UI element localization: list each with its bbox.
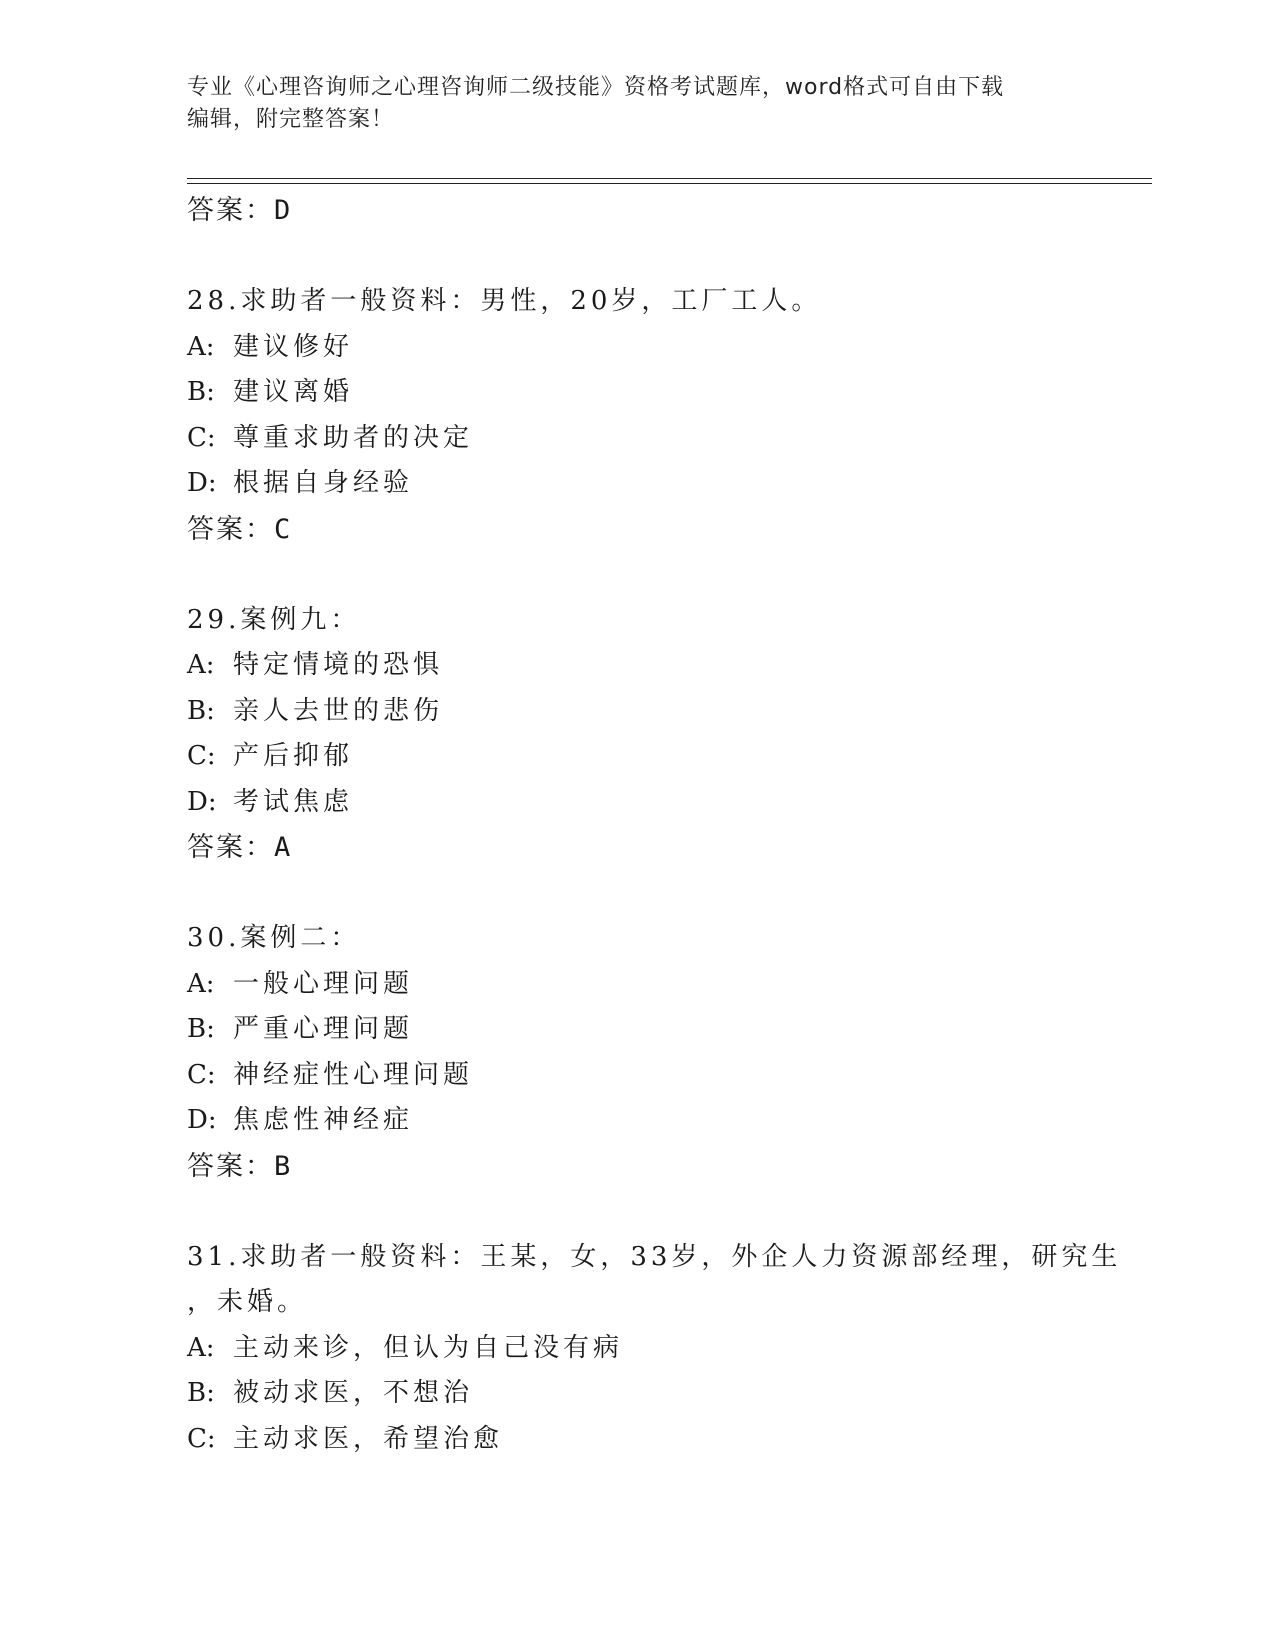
option-letter: C:	[187, 422, 216, 453]
answer-label: 答案：	[187, 832, 274, 863]
option-28-b	[187, 370, 1147, 416]
option-text: 亲人去世的悲伤	[233, 695, 444, 726]
option-letter: D:	[187, 1105, 217, 1135]
header-line-1: 专业《心理咨询师之心理咨询师二级技能》资格考试题库，word格式可自由下载	[187, 75, 1005, 100]
option-30-d	[187, 1098, 1147, 1144]
answer-label: 答案：	[187, 195, 274, 226]
header-divider-top	[187, 178, 1152, 179]
option-text: 尊重求助者的决定	[233, 422, 474, 453]
option-letter: C:	[187, 1423, 216, 1454]
option-text: 产后抑郁	[233, 741, 354, 771]
option-text: 神经症性心理问题	[233, 1059, 474, 1090]
option-letter: A:	[187, 331, 215, 362]
option-text: 一般心理问题	[233, 968, 414, 999]
option-letter: C:	[187, 741, 216, 771]
option-letter: C:	[187, 1059, 216, 1090]
option-29-b	[187, 689, 1147, 735]
option-text: 主动来诊，但认为自己没有病	[233, 1332, 624, 1363]
option-31-b	[187, 1371, 1147, 1417]
question-28: 28.求助者一般资料：男性，20岁，工厂工人。	[187, 286, 822, 316]
spacer	[187, 552, 1147, 598]
option-letter: B:	[187, 695, 215, 726]
option-letter: A:	[187, 1332, 215, 1363]
option-text: 焦虑性神经症	[233, 1105, 414, 1135]
option-text: 主动求医，希望治愈	[233, 1423, 504, 1454]
spacer	[187, 234, 1147, 280]
option-text: 严重心理问题	[233, 1014, 414, 1044]
option-letter: B:	[187, 1014, 215, 1044]
option-text: 根据自身经验	[233, 468, 414, 498]
question-29: 29.案例九：	[187, 604, 361, 635]
spacer	[187, 871, 1147, 917]
option-30-b	[187, 1007, 1147, 1053]
spacer	[187, 1189, 1147, 1235]
option-31-c	[187, 1417, 1147, 1463]
option-30-c	[187, 1053, 1147, 1099]
answer-value: C	[274, 513, 293, 545]
header-divider-bottom	[187, 183, 1152, 184]
question-31-continued: ，未婚。	[187, 1287, 308, 1317]
option-text: 建议修好	[233, 331, 354, 362]
question-list	[187, 188, 1147, 1462]
answer-value: B	[274, 1150, 293, 1182]
document-header	[187, 72, 1067, 136]
option-29-d	[187, 780, 1147, 826]
answer-line-q28	[187, 507, 1147, 553]
option-letter: D:	[187, 786, 217, 817]
option-28-d	[187, 461, 1147, 507]
option-text: 建议离婚	[233, 377, 354, 407]
option-30-a	[187, 962, 1147, 1008]
header-line-2: 编辑，附完整答案！	[187, 107, 395, 132]
option-text: 考试焦虑	[233, 786, 354, 817]
answer-label: 答案：	[187, 1150, 274, 1182]
option-letter: A:	[187, 968, 215, 999]
answer-value: D	[274, 195, 293, 226]
option-text: 特定情境的恐惧	[233, 650, 444, 680]
option-31-a	[187, 1326, 1147, 1372]
option-28-c	[187, 416, 1147, 462]
answer-line-q29	[187, 825, 1147, 871]
question-31: 31.求助者一般资料：王某，女，33岁，外企人力资源部经理，研究生	[187, 1241, 1122, 1272]
option-letter: A:	[187, 650, 215, 680]
option-text: 被动求医，不想治	[233, 1378, 474, 1408]
option-29-a	[187, 643, 1147, 689]
answer-line-q27	[187, 188, 1147, 234]
answer-line-q30	[187, 1144, 1147, 1190]
option-29-c	[187, 734, 1147, 780]
option-letter: D:	[187, 468, 217, 498]
question-30: 30.案例二：	[187, 923, 361, 953]
option-letter: B:	[187, 1378, 215, 1408]
option-letter: B:	[187, 377, 215, 407]
option-28-a	[187, 325, 1147, 371]
answer-label: 答案：	[187, 513, 274, 545]
answer-value: A	[274, 832, 293, 863]
